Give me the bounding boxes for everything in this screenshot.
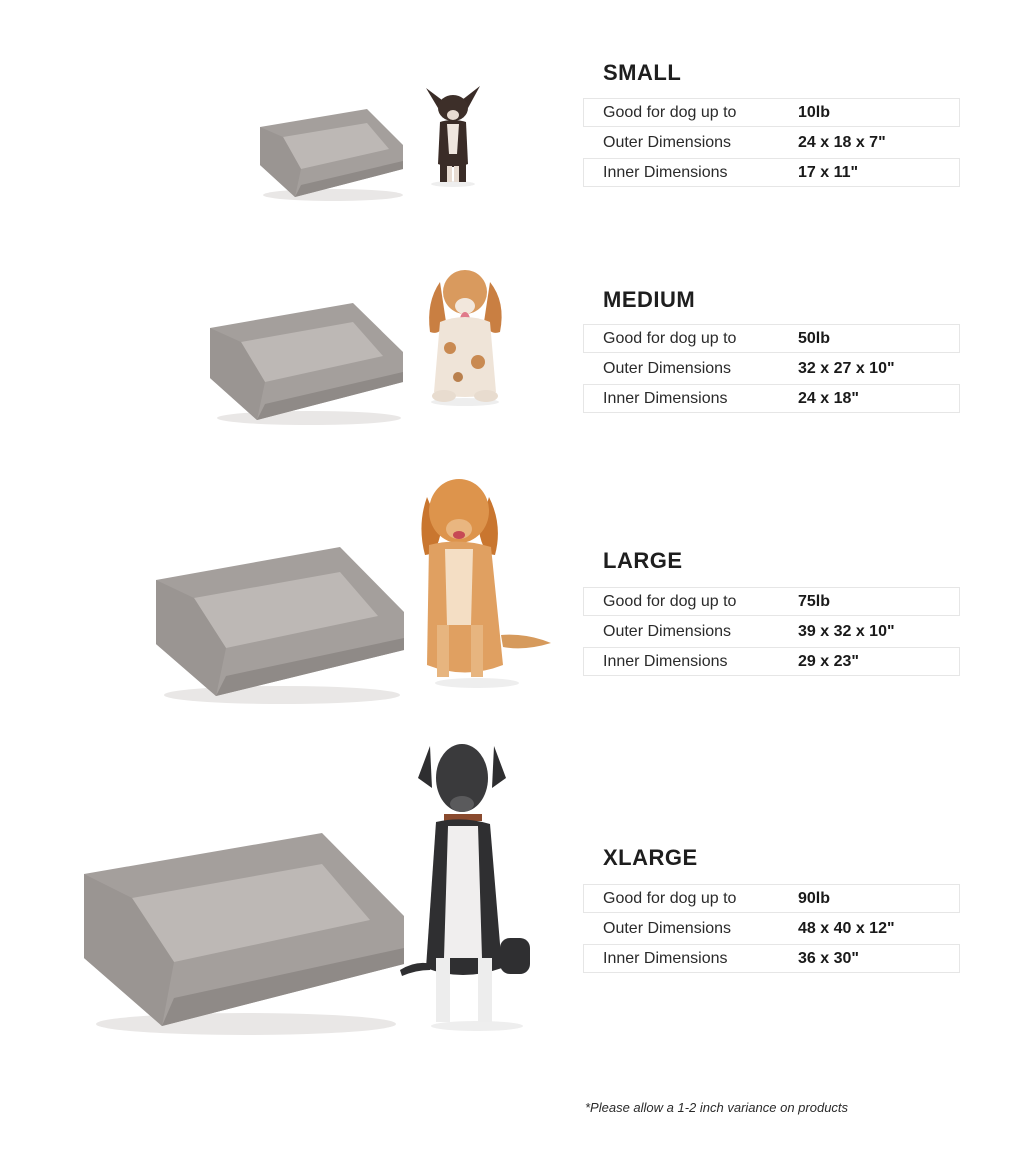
- spec-value: 29 x 23": [798, 652, 859, 670]
- size-title: SMALL: [603, 60, 682, 85]
- golden-retriever-illustration: [415, 475, 555, 690]
- spec-row-outer: [583, 354, 960, 383]
- spec-row-outer: [583, 128, 960, 157]
- size-title: LARGE: [603, 548, 683, 573]
- spec-value: 48 x 40 x 12": [798, 919, 895, 937]
- spec-value: 39 x 32 x 10": [798, 622, 895, 640]
- spec-value: 32 x 27 x 10": [798, 359, 895, 377]
- small-bed-illustration: [255, 105, 410, 203]
- spec-value: 10lb: [798, 103, 831, 121]
- spec-label: Inner Dimensions: [603, 389, 728, 407]
- great-dane-illustration: [392, 738, 552, 1033]
- spec-label: Outer Dimensions: [603, 133, 732, 151]
- spec-value: 75lb: [798, 592, 831, 610]
- spec-label: Good for dog up to: [603, 103, 737, 121]
- spec-value: 90lb: [798, 889, 831, 907]
- variance-footnote: *Please allow a 1-2 inch variance on products: [585, 1100, 849, 1115]
- spec-label: Inner Dimensions: [603, 652, 728, 670]
- spec-value: 17 x 11": [798, 163, 859, 181]
- spec-value: 50lb: [798, 329, 831, 347]
- spec-table: [583, 884, 960, 973]
- chihuahua-illustration: [420, 84, 486, 188]
- spec-label: Outer Dimensions: [603, 622, 732, 640]
- spec-label: Good for dog up to: [603, 592, 737, 610]
- spec-value: 24 x 18 x 7": [798, 133, 886, 151]
- spec-row-outer: [583, 617, 960, 646]
- medium-bed-illustration: [205, 298, 410, 428]
- spec-row-inner: [583, 647, 960, 676]
- spec-row-inner: [583, 158, 960, 187]
- size-title: XLARGE: [603, 845, 698, 870]
- spaniel-illustration: [418, 262, 513, 407]
- spec-label: Outer Dimensions: [603, 919, 732, 937]
- spec-row-outer: [583, 914, 960, 943]
- spec-label: Good for dog up to: [603, 329, 737, 347]
- spec-table: [583, 324, 960, 413]
- size-title: MEDIUM: [603, 287, 696, 312]
- spec-row-inner: [583, 384, 960, 413]
- spec-row-weight: [583, 324, 960, 353]
- spec-label: Inner Dimensions: [603, 163, 728, 181]
- spec-row-weight: [583, 884, 960, 913]
- spec-label: Good for dog up to: [603, 889, 737, 907]
- spec-row-weight: [583, 587, 960, 616]
- spec-row-weight: [583, 98, 960, 127]
- spec-table: [583, 98, 960, 187]
- spec-label: Inner Dimensions: [603, 949, 728, 967]
- spec-value: 36 x 30": [798, 949, 859, 967]
- xlarge-bed-illustration: [78, 828, 412, 1038]
- spec-value: 24 x 18": [798, 389, 859, 407]
- spec-table: [583, 587, 960, 676]
- spec-row-inner: [583, 944, 960, 973]
- large-bed-illustration: [150, 542, 412, 707]
- spec-label: Outer Dimensions: [603, 359, 732, 377]
